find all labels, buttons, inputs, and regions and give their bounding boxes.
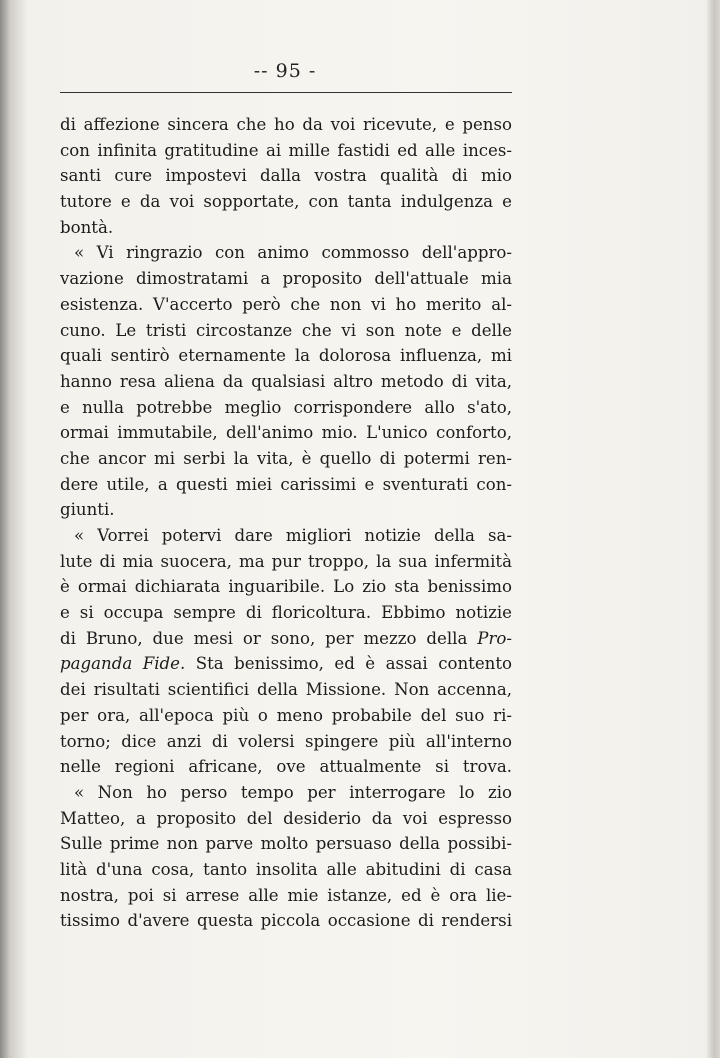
text-line: « Non ho perso tempo per interrogare lo zio xyxy=(74,782,512,802)
header-rule xyxy=(60,92,512,93)
text-line: « Vorrei potervi dare migliori notizie della sa- xyxy=(74,526,512,545)
text-line: lità d'una cosa, tanto insolita alle abitudini di casa xyxy=(60,859,512,879)
text-line: giunti. xyxy=(60,500,115,520)
text-fragment: di Bruno, due mesi or sono, per mezzo della xyxy=(60,628,478,648)
italic-fragment: Pro- xyxy=(477,628,512,648)
text-fragment: . Sta benissimo, ed è assai contento xyxy=(179,654,512,674)
text-line: lute di mia suocera, ma pur troppo, la sua infermità xyxy=(60,551,512,571)
page-number: -- 95 - xyxy=(253,60,317,82)
text-line: bontà. xyxy=(60,217,114,237)
text-line: per ora, all'epoca più o meno probabile del suo ri- xyxy=(60,705,512,725)
text-line: esistenza. V'accerto però che non vi ho merito al- xyxy=(60,294,512,314)
text-line: nelle regioni africane, ove attualmente si trova. xyxy=(60,757,512,777)
text-line xyxy=(60,651,512,677)
text-line: ormai immutabile, dell'animo mio. L'unico conforto, xyxy=(60,423,512,443)
text-line: di affezione sincera che ho da voi ricevute, e penso xyxy=(60,115,512,134)
text-line: e si occupa sempre di floricoltura. Ebbimo notizie xyxy=(60,603,512,623)
text-line: quali sentirò eternamente la dolorosa influenza, mi xyxy=(60,346,512,366)
text-line xyxy=(60,626,512,652)
text-line: tissimo d'avere questa piccola occasione di rendersi xyxy=(60,911,512,931)
text-line: cuno. Le tristi circostanze che vi son note e delle xyxy=(60,320,512,340)
text-line: « Vi ringrazio con animo commosso dell'appro- xyxy=(74,243,512,263)
text-line: santi cure impostevi dalla vostra qualità di mio xyxy=(60,166,512,186)
text-line: Matteo, a proposito del desiderio da voi espresso xyxy=(60,808,512,828)
text-line: con infinita gratitudine ai mille fastidi ed alle inces- xyxy=(60,140,512,160)
text-line: che ancor mi serbi la vita, è quello di potermi ren- xyxy=(60,448,512,468)
text-line: hanno resa aliena da qualsiasi altro metodo di vita, xyxy=(60,371,512,391)
text-line: vazione dimostratami a proposito dell'attuale mia xyxy=(60,269,512,289)
italic-fragment: paganda Fide xyxy=(60,654,180,674)
text-line: dei risultati scientifici della Missione. Non accenna, xyxy=(60,680,512,700)
text-line: torno; dice anzi di volersi spingere più all'interno xyxy=(60,731,512,751)
text-line: è ormai dichiarata inguaribile. Lo zio sta benissimo xyxy=(60,577,512,597)
text-line: e nulla potrebbe meglio corrispondere allo s'ato, xyxy=(60,397,512,417)
text-line: tutore e da voi sopportate, con tanta indulgenza e xyxy=(60,192,512,212)
text-line: nostra, poi si arrese alle mie istanze, ed è ora lie- xyxy=(60,885,512,905)
page-edge xyxy=(706,0,720,1058)
text-line: Sulle prime non parve molto persuaso della possibi- xyxy=(60,834,512,854)
body-text xyxy=(60,112,512,934)
text-line: dere utile, a questi miei carissimi e sventurati con- xyxy=(60,474,512,494)
